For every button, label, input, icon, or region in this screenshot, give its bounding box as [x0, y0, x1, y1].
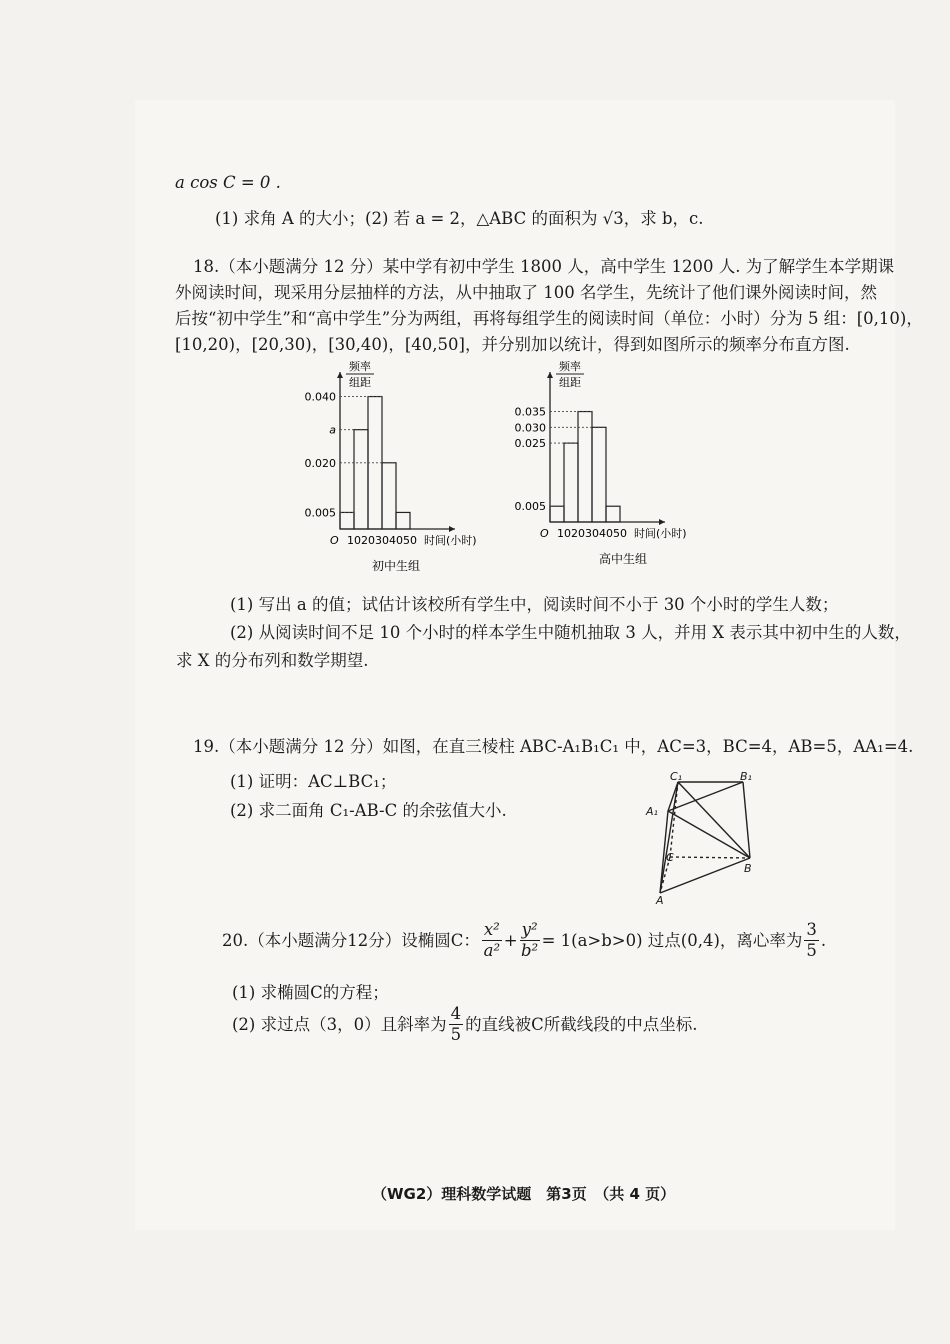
edge-a1-b1: [668, 782, 743, 811]
q20-x-num: x²: [483, 920, 500, 939]
label-b: B: [744, 862, 752, 875]
label-a: A: [656, 894, 664, 905]
ylabel-bottom: 组距: [349, 376, 371, 389]
x-tick-label: 10: [557, 527, 571, 540]
y-axis-arrow: [337, 372, 343, 378]
label-c: C: [666, 851, 674, 864]
q20-plus: +: [503, 930, 518, 950]
x-tick-label: 30: [375, 534, 389, 547]
q18-line3: 后按“初中学生”和“高中学生”分为两组，再将每组学生的阅读时间（单位：小时）分为 5 组：[0,10)，: [175, 309, 923, 328]
ylabel-top: 频率: [349, 360, 371, 373]
histogram-junior: [290, 360, 490, 580]
y-tick-label: 0.005: [514, 500, 546, 514]
histogram-bar: [550, 506, 564, 522]
q17-equation: a cos C = 0 .: [175, 173, 281, 192]
q19-line1: 19.（本小题满分 12 分）如图，在直三棱柱 ABC-A₁B₁C₁ 中，AC=3，BC=4，AB=5，AA₁=4.: [193, 737, 914, 756]
diag-a1-b: [668, 811, 750, 858]
histogram-bar: [592, 427, 606, 522]
q18-sub2b: 求 X 的分布列和数学期望.: [176, 651, 369, 670]
q18-sub2: (2) 从阅读时间不足 10 个小时的样本学生中随机抽取 3 人，并用 X 表示其中初中生的人数，: [230, 623, 911, 642]
q20-sub2: [232, 1004, 698, 1045]
histogram-bar: [340, 512, 354, 529]
q18-sub1: (1) 写出 a 的值；试估计该校所有学生中，阅读时间不小于 30 个小时的学生人数；: [230, 595, 839, 614]
histogram-bar: [578, 412, 592, 522]
label-b1: B₁: [740, 770, 752, 783]
y-tick-label: 0.020: [304, 456, 336, 470]
x-axis-label: 时间(小时): [634, 527, 687, 540]
edge-b1-b: [743, 782, 750, 858]
q18-line2: 外阅读时间，现采用分层抽样的方法，从中抽取了 100 名学生，先统计了他们课外阅读时间，然: [175, 283, 877, 302]
origin-label: O: [330, 534, 339, 547]
q20-k-den: 5: [450, 1025, 462, 1044]
x-tick-label: 50: [613, 527, 627, 540]
q20-prefix: 20.（本小题满分12分）设椭圆C：: [222, 930, 480, 950]
q20-sub1: (1) 求椭圆C的方程；: [232, 983, 389, 1002]
chart-title: 高中生组: [598, 552, 648, 566]
q20-frac-y: [520, 920, 540, 961]
histogram-senior: [500, 360, 710, 575]
y-tick-label: a: [329, 423, 336, 437]
x-tick-label: 10: [347, 534, 361, 547]
x-axis-arrow: [449, 526, 455, 532]
x-tick-label: 20: [571, 527, 585, 540]
x-tick-label: 40: [599, 527, 613, 540]
y-tick-label: 0.025: [514, 437, 546, 451]
histogram-bar: [606, 506, 620, 522]
q18-line4: [10,20)，[20,30)，[30,40)，[40,50]，并分别加以统计，得到如图所示的频率分布直方图.: [175, 335, 850, 354]
ylabel-top: 频率: [559, 360, 581, 373]
y-tick-label: 0.030: [514, 421, 546, 435]
q20-y-num: y²: [521, 920, 538, 939]
q20-y-den: b²: [521, 941, 539, 960]
edge-c-b-hidden: [670, 857, 750, 858]
page-footer: （WG2）理科数学试题 第3页 （共 4 页）: [372, 1185, 676, 1203]
x-tick-label: 50: [403, 534, 417, 547]
q18-line1: 18.（本小题满分 12 分）某中学有初中学生 1800 人，高中学生 1200 人. 为了解学生本学期课: [193, 257, 895, 276]
chart-title: 初中生组: [371, 559, 421, 573]
ylabel-bottom: 组距: [559, 376, 581, 389]
x-axis-arrow: [659, 519, 665, 525]
x-tick-label: 40: [389, 534, 403, 547]
q20-line1: [222, 920, 826, 961]
q20-x-den: a²: [483, 941, 501, 960]
origin-label: O: [540, 527, 549, 540]
q20-frac-x: [482, 920, 502, 961]
q19-sub1: (1) 证明：AC⊥BC₁；: [230, 772, 397, 791]
q20-frac-e: [804, 920, 819, 961]
x-tick-label: 30: [585, 527, 599, 540]
q20-sub2-pre: (2) 求过点（3，0）且斜率为: [232, 1014, 447, 1034]
q20-sub2-post: 的直线被C所截线段的中点坐标.: [465, 1014, 698, 1034]
q20-e-den: 5: [806, 941, 817, 960]
histogram-bar: [396, 512, 410, 529]
diag-c1-a: [660, 782, 678, 893]
histogram-bar: [382, 463, 396, 529]
y-tick-label: 0.040: [304, 390, 336, 404]
q20-frac-k: [449, 1004, 464, 1045]
x-axis-label: 时间(小时): [424, 534, 477, 547]
q20-end: .: [820, 930, 827, 950]
label-c1: C₁: [670, 770, 683, 783]
x-tick-label: 20: [361, 534, 375, 547]
prism-diagram: [640, 770, 770, 905]
label-a1: A₁: [646, 805, 658, 818]
q17-parts: (1) 求角 A 的大小；(2) 若 a = 2，△ABC 的面积为 √3，求 b，c.: [215, 209, 704, 228]
y-tick-label: 0.005: [304, 506, 336, 520]
histogram-bar: [564, 443, 578, 522]
q20-k-num: 4: [450, 1004, 462, 1023]
q20-e-num: 3: [806, 920, 817, 939]
histogram-bar: [368, 397, 382, 529]
q19-sub2: (2) 求二面角 C₁-AB-C 的余弦值大小.: [230, 801, 507, 820]
y-axis-arrow: [547, 372, 553, 378]
y-tick-label: 0.035: [514, 405, 546, 419]
histogram-bar: [354, 430, 368, 529]
q20-middle: = 1(a>b>0) 过点(0,4)，离心率为: [541, 930, 803, 950]
